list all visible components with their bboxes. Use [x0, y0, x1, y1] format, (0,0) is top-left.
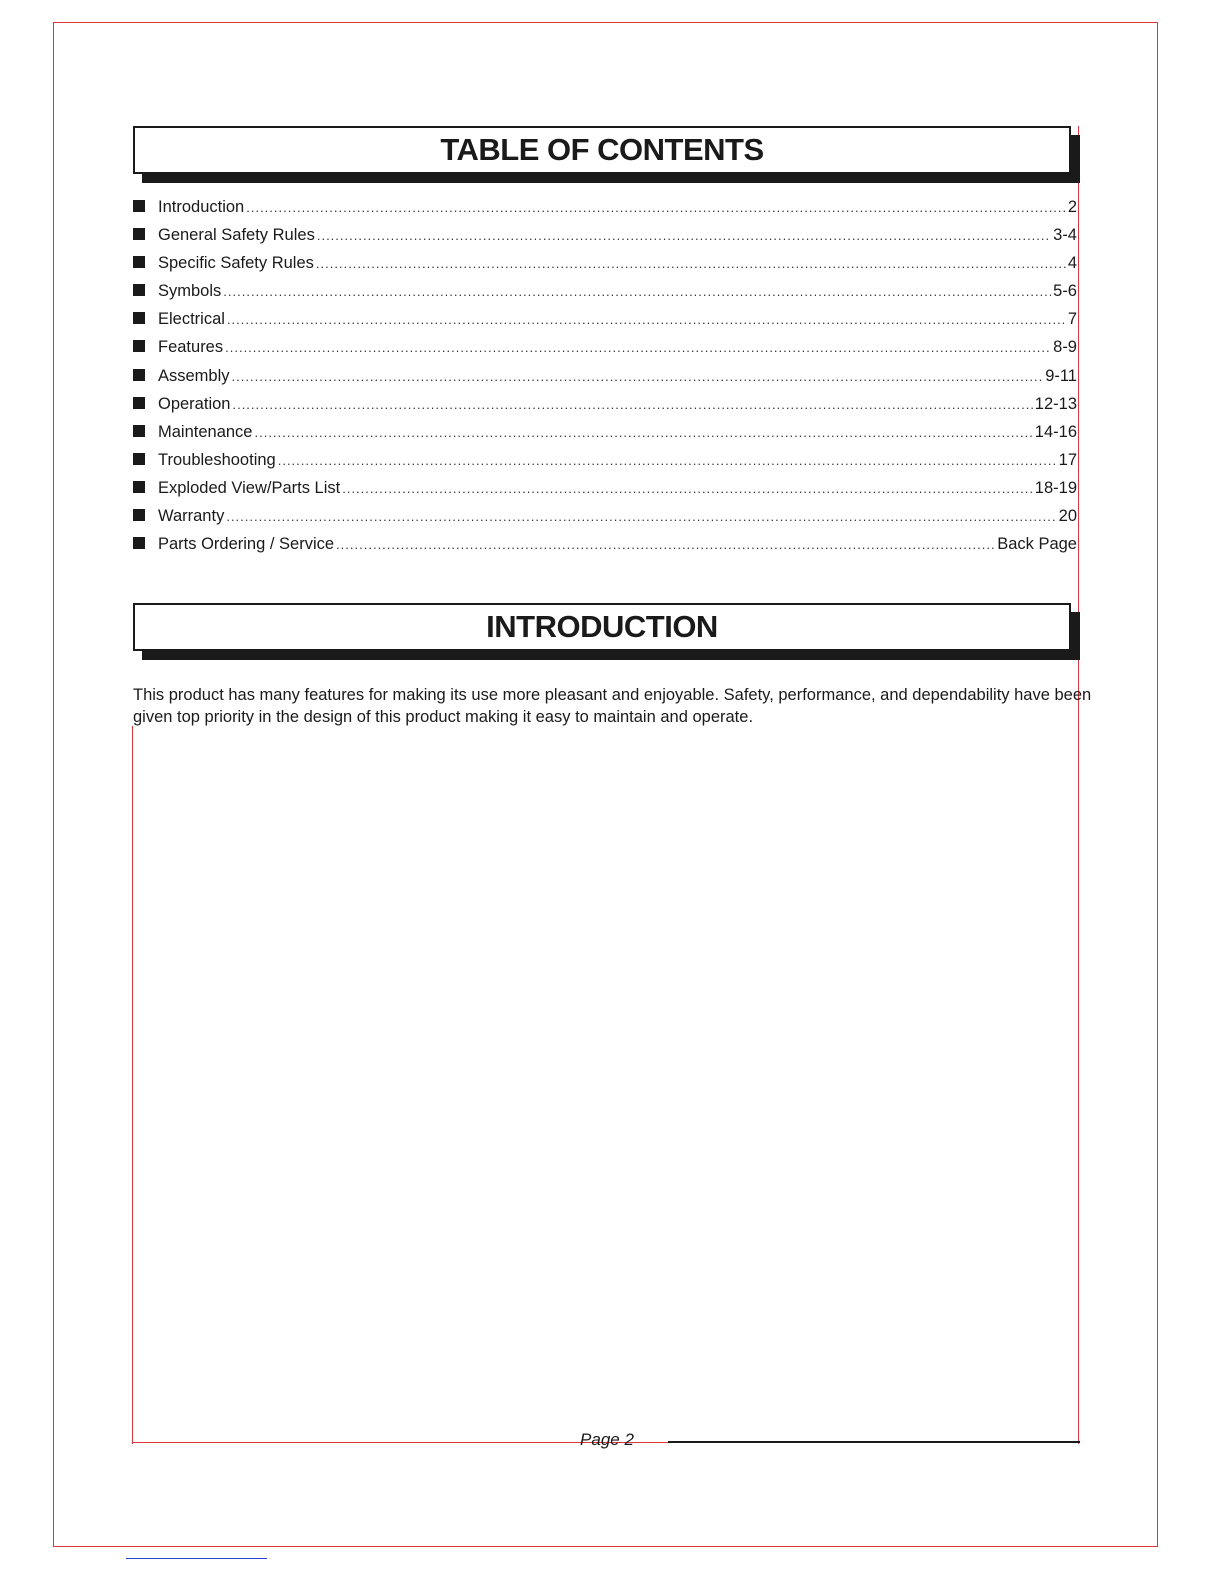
toc-item-label: Electrical — [158, 310, 225, 329]
toc-item-page: 7 — [1067, 310, 1077, 329]
toc-item-label: Troubleshooting — [158, 450, 276, 469]
dot-leader — [227, 312, 1066, 327]
toc-title: TABLE OF CONTENTS — [440, 132, 764, 167]
toc-item-maintenance[interactable] — [133, 423, 1077, 451]
toc-item-symbols[interactable] — [133, 282, 1077, 310]
toc-item-page: 12-13 — [1034, 394, 1077, 413]
toc-item-assembly[interactable] — [133, 367, 1077, 395]
square-bullet-icon — [133, 256, 145, 268]
toc-item-page: 5-6 — [1053, 282, 1077, 301]
square-bullet-icon — [133, 284, 145, 296]
square-bullet-icon — [133, 312, 145, 324]
toc-list — [133, 198, 1077, 563]
square-bullet-icon — [133, 397, 145, 409]
toc-item-label: Introduction — [158, 198, 245, 216]
toc-item-general-safety-rules[interactable] — [133, 226, 1077, 254]
dot-leader — [254, 425, 1032, 440]
toc-item-introduction[interactable] — [133, 198, 1077, 226]
footer-rule-right — [668, 1441, 1080, 1443]
toc-item-troubleshooting[interactable] — [133, 451, 1077, 479]
dot-leader — [342, 481, 1033, 496]
toc-item-features[interactable] — [133, 338, 1077, 366]
toc-item-warranty[interactable] — [133, 507, 1077, 535]
toc-item-label: Warranty — [158, 507, 225, 526]
dot-leader — [232, 397, 1032, 412]
toc-item-label: Specific Safety Rules — [158, 254, 314, 273]
dot-leader — [278, 453, 1057, 468]
dot-leader — [316, 256, 1066, 271]
link-underline[interactable] — [126, 1558, 267, 1559]
square-bullet-icon — [133, 453, 145, 465]
square-bullet-icon — [133, 509, 145, 521]
toc-item-exploded-view-parts-list[interactable] — [133, 479, 1077, 507]
introduction-header — [133, 603, 1071, 651]
introduction-title: INTRODUCTION — [486, 609, 718, 644]
toc-item-label: General Safety Rules — [158, 226, 315, 245]
square-bullet-icon — [133, 369, 145, 381]
content-frame-right — [1078, 126, 1079, 1444]
toc-item-label: Symbols — [158, 282, 222, 301]
square-bullet-icon — [133, 200, 145, 212]
toc-item-parts-ordering-service[interactable] — [133, 535, 1077, 563]
toc-item-label: Assembly — [158, 366, 230, 385]
toc-item-page: 17 — [1058, 450, 1077, 469]
toc-item-label: Maintenance — [158, 422, 253, 441]
toc-item-page: 3-4 — [1053, 226, 1077, 245]
toc-item-page: 2 — [1067, 198, 1077, 216]
dot-leader — [223, 284, 1051, 299]
introduction-body: This product has many features for making its use more pleasant and enjoyable. Safety, performance, and dependability have been given top priority in the design of this product making it easy to maintain and operate. — [133, 686, 1092, 726]
content-frame-left — [132, 726, 133, 1444]
toc-item-label: Parts Ordering / Service — [158, 535, 335, 554]
toc-item-page: 18-19 — [1034, 478, 1077, 497]
dot-leader — [246, 200, 1066, 215]
dot-leader — [336, 537, 995, 552]
toc-item-page: 14-16 — [1034, 422, 1077, 441]
toc-item-label: Features — [158, 338, 224, 357]
toc-item-label: Exploded View/Parts List — [158, 478, 341, 497]
toc-item-page: Back Page — [997, 535, 1077, 554]
square-bullet-icon — [133, 481, 145, 493]
square-bullet-icon — [133, 340, 145, 352]
dot-leader — [226, 509, 1056, 524]
page-number: Page 2 — [580, 1430, 634, 1449]
footer-rule-left — [132, 1442, 546, 1443]
toc-item-page: 20 — [1058, 507, 1077, 526]
toc-item-page: 9-11 — [1045, 366, 1077, 385]
toc-item-electrical[interactable] — [133, 310, 1077, 338]
dot-leader — [225, 340, 1051, 355]
toc-item-operation[interactable] — [133, 395, 1077, 423]
dot-leader — [317, 228, 1051, 243]
square-bullet-icon — [133, 425, 145, 437]
dot-leader — [232, 369, 1044, 384]
toc-item-specific-safety-rules[interactable] — [133, 254, 1077, 282]
toc-item-page: 8-9 — [1053, 338, 1077, 357]
toc-header — [133, 126, 1071, 174]
square-bullet-icon — [133, 537, 145, 549]
toc-item-page: 4 — [1067, 254, 1077, 273]
square-bullet-icon — [133, 228, 145, 240]
toc-item-label: Operation — [158, 394, 231, 413]
